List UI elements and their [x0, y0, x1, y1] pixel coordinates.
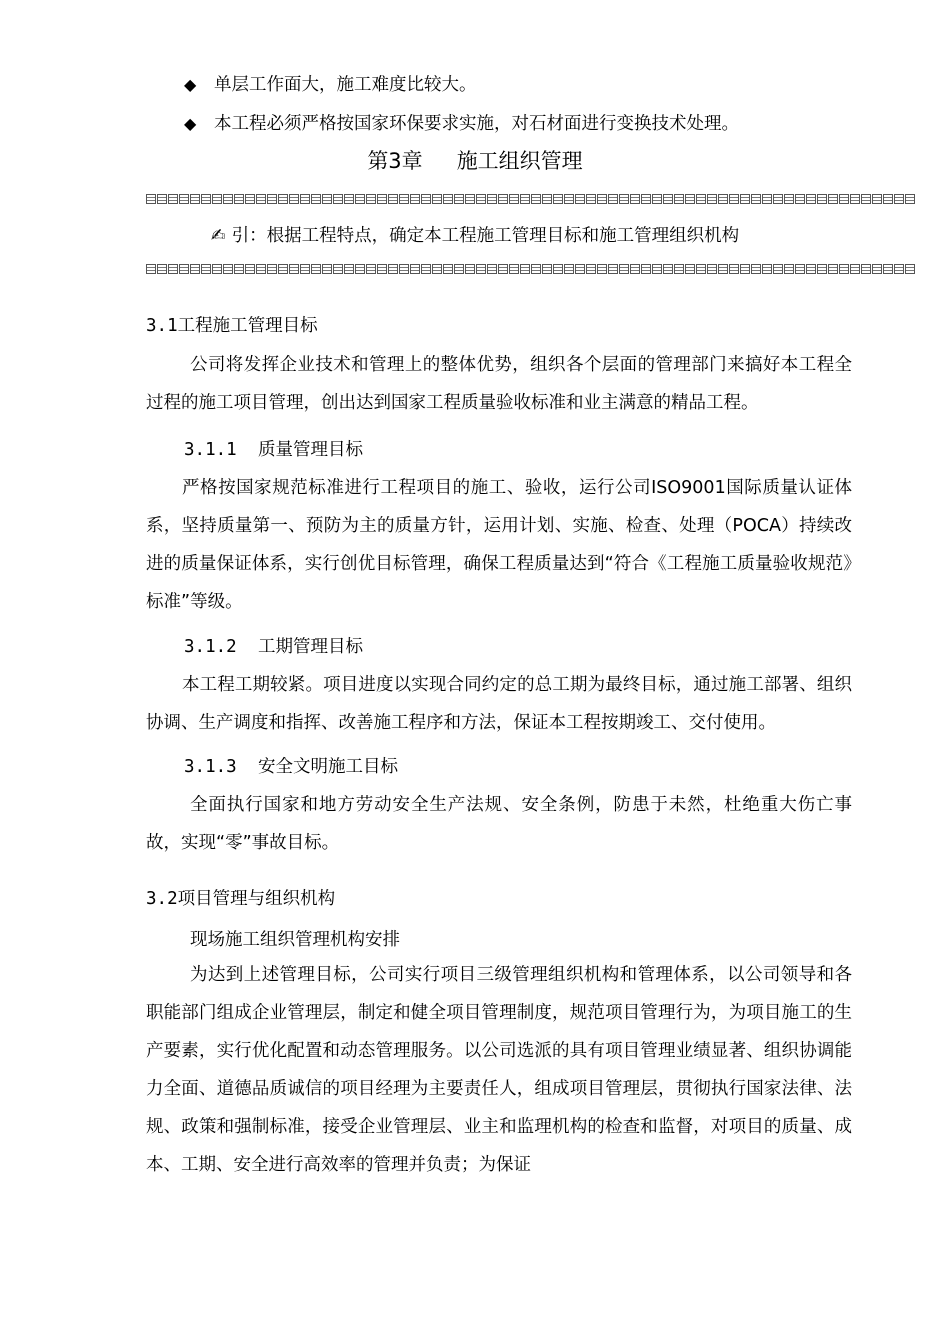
- separator-box: [465, 264, 475, 274]
- chapter-intro: ✍ 引：根据工程特点，确定本工程施工管理目标和施工管理组织机构: [210, 226, 740, 246]
- separator-box: [267, 194, 277, 204]
- separator-box: [289, 264, 299, 274]
- dotted-separator: [146, 264, 921, 276]
- separator-box: [597, 264, 607, 274]
- separator-box: [663, 264, 673, 274]
- separator-box: [575, 264, 585, 274]
- separator-box: [553, 194, 563, 204]
- separator-box: [696, 194, 706, 204]
- separator-box: [377, 194, 387, 204]
- separator-box: [586, 264, 596, 274]
- separator-box: [388, 194, 398, 204]
- separator-box: [476, 264, 486, 274]
- separator-box: [355, 194, 365, 204]
- separator-box: [663, 194, 673, 204]
- separator-box: [366, 194, 376, 204]
- separator-box: [201, 194, 211, 204]
- subsection-heading: 3.1.2 工期管理目标: [184, 637, 363, 657]
- separator-box: [443, 264, 453, 274]
- separator-box: [311, 194, 321, 204]
- separator-box: [751, 194, 761, 204]
- separator-box: [234, 194, 244, 204]
- separator-box: [454, 194, 464, 204]
- separator-box: [619, 264, 629, 274]
- separator-box: [652, 264, 662, 274]
- separator-box: [828, 194, 838, 204]
- separator-box: [190, 194, 200, 204]
- separator-box: [520, 194, 530, 204]
- separator-box: [465, 194, 475, 204]
- chapter-heading: [0, 148, 950, 174]
- separator-box: [630, 194, 640, 204]
- separator-box: [190, 264, 200, 274]
- separator-box: [399, 264, 409, 274]
- separator-box: [894, 194, 904, 204]
- separator-box: [641, 264, 651, 274]
- separator-box: [861, 264, 871, 274]
- separator-box: [542, 264, 552, 274]
- separator-box: [784, 264, 794, 274]
- separator-box: [421, 264, 431, 274]
- separator-box: [707, 194, 717, 204]
- separator-box: [784, 194, 794, 204]
- chapter-number: 第3章: [367, 149, 423, 173]
- subsection-heading: 3.1.3 安全文明施工目标: [184, 757, 398, 777]
- separator-box: [245, 264, 255, 274]
- separator-box: [773, 194, 783, 204]
- separator-box: [531, 264, 541, 274]
- separator-box: [828, 264, 838, 274]
- diamond-bullet-icon: ◆: [184, 75, 197, 94]
- separator-box: [344, 194, 354, 204]
- pen-icon: ✍: [210, 226, 226, 246]
- separator-box: [740, 194, 750, 204]
- section-heading: 3.1工程施工管理目标: [146, 316, 318, 336]
- separator-box: [256, 194, 266, 204]
- separator-box: [894, 264, 904, 274]
- separator-box: [597, 194, 607, 204]
- separator-box: [212, 264, 222, 274]
- separator-box: [212, 194, 222, 204]
- separator-box: [586, 194, 596, 204]
- separator-box: [685, 194, 695, 204]
- separator-box: [674, 264, 684, 274]
- separator-box: [696, 264, 706, 274]
- separator-box: [322, 194, 332, 204]
- separator-box: [608, 194, 618, 204]
- separator-box: [762, 194, 772, 204]
- separator-box: [509, 264, 519, 274]
- separator-box: [883, 264, 893, 274]
- separator-box: [223, 264, 233, 274]
- separator-box: [905, 194, 915, 204]
- diamond-bullet-icon: ◆: [184, 114, 197, 133]
- separator-box: [872, 194, 882, 204]
- separator-box: [377, 264, 387, 274]
- separator-box: [300, 194, 310, 204]
- separator-box: [850, 264, 860, 274]
- separator-box: [498, 264, 508, 274]
- bullet-item: ◆ 单层工作面大，施工难度比较大。: [184, 75, 477, 95]
- separator-box: [718, 194, 728, 204]
- separator-box: [817, 264, 827, 274]
- separator-box: [872, 264, 882, 274]
- separator-box: [839, 264, 849, 274]
- separator-box: [641, 194, 651, 204]
- separator-box: [454, 264, 464, 274]
- section-paragraph: 为达到上述管理目标，公司实行项目三级管理组织机构和管理体系，以公司领导和各职能部门组成企业管理层，制定和健全项目管理制度，规范项目管理行为，为项目施工的生产要素，实行优化配置和动态管理服务。以公司选派的具有项目管理业绩显著、组织协调能力全面、道德品质诚信的项目经理为主要责任人，组成项目管理层，贯彻执行国家法律、法规、政策和强制标准，接受企业管理层、业主和监理机构的检查和监督，对项目的质量、成本、工期、安全进行高效率的管理并负责；为保证: [146, 965, 852, 1175]
- separator-box: [443, 194, 453, 204]
- separator-box: [630, 264, 640, 274]
- separator-box: [729, 264, 739, 274]
- separator-box: [333, 194, 343, 204]
- separator-box: [718, 264, 728, 274]
- separator-box: [487, 264, 497, 274]
- separator-box: [839, 194, 849, 204]
- separator-box: [355, 264, 365, 274]
- separator-box: [366, 264, 376, 274]
- separator-box: [487, 194, 497, 204]
- separator-box: [861, 194, 871, 204]
- section-heading: 3.2项目管理与组织机构: [146, 889, 336, 909]
- separator-box: [146, 264, 156, 274]
- separator-box: [564, 264, 574, 274]
- separator-box: [674, 194, 684, 204]
- separator-box: [531, 194, 541, 204]
- separator-box: [575, 194, 585, 204]
- separator-box: [146, 194, 156, 204]
- separator-box: [399, 194, 409, 204]
- separator-box: [729, 194, 739, 204]
- separator-box: [179, 264, 189, 274]
- separator-box: [300, 264, 310, 274]
- separator-box: [542, 194, 552, 204]
- separator-box: [333, 264, 343, 274]
- separator-box: [751, 264, 761, 274]
- separator-box: [157, 194, 167, 204]
- separator-box: [608, 264, 618, 274]
- subsection-heading: 3.1.1 质量管理目标: [184, 440, 363, 460]
- separator-box: [234, 264, 244, 274]
- separator-box: [905, 264, 915, 274]
- separator-box: [245, 194, 255, 204]
- separator-box: [432, 264, 442, 274]
- separator-box: [685, 264, 695, 274]
- separator-box: [168, 264, 178, 274]
- separator-box: [344, 264, 354, 274]
- separator-box: [773, 264, 783, 274]
- subsection-paragraph: 全面执行国家和地方劳动安全生产法规、安全条例，防患于未然，杜绝重大伤亡事故，实现“零”事故目标。: [146, 795, 852, 853]
- separator-box: [553, 264, 563, 274]
- separator-box: [619, 194, 629, 204]
- subsection-paragraph: 本工程工期较紧。项目进度以实现合同约定的总工期为最终目标，通过施工部署、组织协调、生产调度和指挥、改善施工程序和方法，保证本工程按期竣工、交付使用。: [146, 675, 852, 733]
- separator-box: [278, 264, 288, 274]
- separator-box: [289, 194, 299, 204]
- separator-box: [850, 194, 860, 204]
- separator-box: [509, 194, 519, 204]
- chapter-title: 施工组织管理: [456, 149, 583, 173]
- separator-box: [256, 264, 266, 274]
- separator-box: [201, 264, 211, 274]
- separator-box: [806, 264, 816, 274]
- separator-box: [883, 194, 893, 204]
- separator-box: [795, 264, 805, 274]
- separator-box: [707, 264, 717, 274]
- separator-box: [762, 264, 772, 274]
- subsection-heading: 现场施工组织管理机构安排: [190, 930, 400, 950]
- separator-box: [520, 264, 530, 274]
- separator-box: [795, 194, 805, 204]
- separator-box: [421, 194, 431, 204]
- separator-box: [806, 194, 816, 204]
- separator-box: [322, 264, 332, 274]
- section-paragraph: 公司将发挥企业技术和管理上的整体优势，组织各个层面的管理部门来搞好本工程全过程的施工项目管理，创出达到国家工程质量验收标准和业主满意的精品工程。: [146, 355, 852, 413]
- separator-box: [564, 194, 574, 204]
- separator-box: [278, 194, 288, 204]
- dotted-separator: [146, 194, 921, 206]
- separator-box: [740, 264, 750, 274]
- separator-box: [817, 194, 827, 204]
- separator-box: [311, 264, 321, 274]
- bullet-item: ◆ 本工程必须严格按国家环保要求实施，对石材面进行变换技术处理。: [184, 114, 739, 134]
- separator-box: [476, 194, 486, 204]
- separator-box: [410, 264, 420, 274]
- separator-box: [410, 194, 420, 204]
- separator-box: [168, 194, 178, 204]
- subsection-paragraph: 严格按国家规范标准进行工程项目的施工、验收，运行公司ISO9001国际质量认证体系，坚持质量第一、预防为主的质量方针，运用计划、实施、检查、处理（POCA）持续改进的质量保证体系，实行创优目标管理，确保工程质量达到“符合《工程施工质量验收规范》标准”等级。: [146, 478, 852, 612]
- separator-box: [652, 194, 662, 204]
- separator-box: [223, 194, 233, 204]
- separator-box: [179, 194, 189, 204]
- separator-box: [267, 264, 277, 274]
- separator-box: [157, 264, 167, 274]
- separator-box: [388, 264, 398, 274]
- separator-box: [432, 194, 442, 204]
- separator-box: [498, 194, 508, 204]
